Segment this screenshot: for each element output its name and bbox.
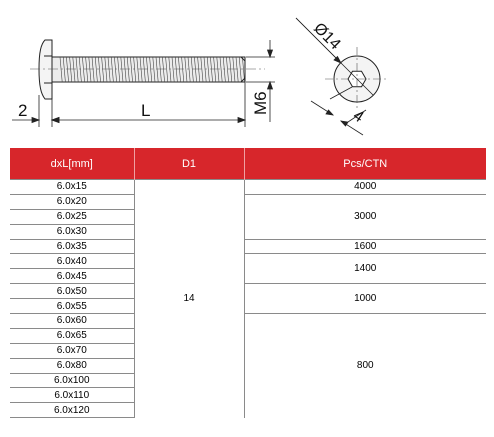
head-thickness-label: 2 [18, 101, 28, 120]
size-cell: 6.0x40 [10, 254, 134, 269]
pcs-ctn-cell: 1600 [244, 239, 486, 254]
pcs-ctn-cell: 4000 [244, 180, 486, 195]
head-diameter-label: Ø14 [310, 19, 344, 54]
pcs-ctn-cell: 1400 [244, 254, 486, 284]
screw-side-view [39, 40, 245, 99]
table-row [10, 180, 486, 195]
size-cell: 6.0x30 [10, 224, 134, 239]
pcs-ctn-cell: 3000 [244, 194, 486, 239]
size-cell: 6.0x120 [10, 403, 134, 418]
table-header-row [10, 148, 486, 180]
size-cell: 6.0x20 [10, 194, 134, 209]
size-cell: 6.0x100 [10, 373, 134, 388]
size-cell: 6.0x60 [10, 314, 134, 329]
table-row [10, 194, 486, 209]
size-cell: 6.0x110 [10, 388, 134, 403]
header-pcs-ctn: Pcs/CTN [244, 148, 486, 180]
table-row [10, 254, 486, 269]
size-cell: 6.0x55 [10, 299, 134, 314]
size-cell: 6.0x45 [10, 269, 134, 284]
header-size: dxL[mm] [10, 148, 134, 180]
size-cell: 6.0x25 [10, 209, 134, 224]
table-row [10, 239, 486, 254]
pcs-ctn-cell: 800 [244, 314, 486, 418]
pcs-ctn-cell: 1000 [244, 284, 486, 314]
d1-cell: 14 [134, 180, 244, 418]
header-d1: D1 [134, 148, 244, 180]
table-row [10, 284, 486, 299]
size-cell: 6.0x65 [10, 328, 134, 343]
size-cell: 6.0x15 [10, 180, 134, 195]
size-cell: 6.0x70 [10, 343, 134, 358]
thread-label: M6 [251, 91, 270, 115]
length-label: L [141, 101, 151, 120]
hex-size-label: 4 [349, 107, 367, 127]
table-row [10, 314, 486, 329]
specification-table [10, 148, 486, 418]
technical-drawing [0, 0, 494, 145]
size-cell: 6.0x35 [10, 239, 134, 254]
size-cell: 6.0x50 [10, 284, 134, 299]
size-cell: 6.0x80 [10, 358, 134, 373]
